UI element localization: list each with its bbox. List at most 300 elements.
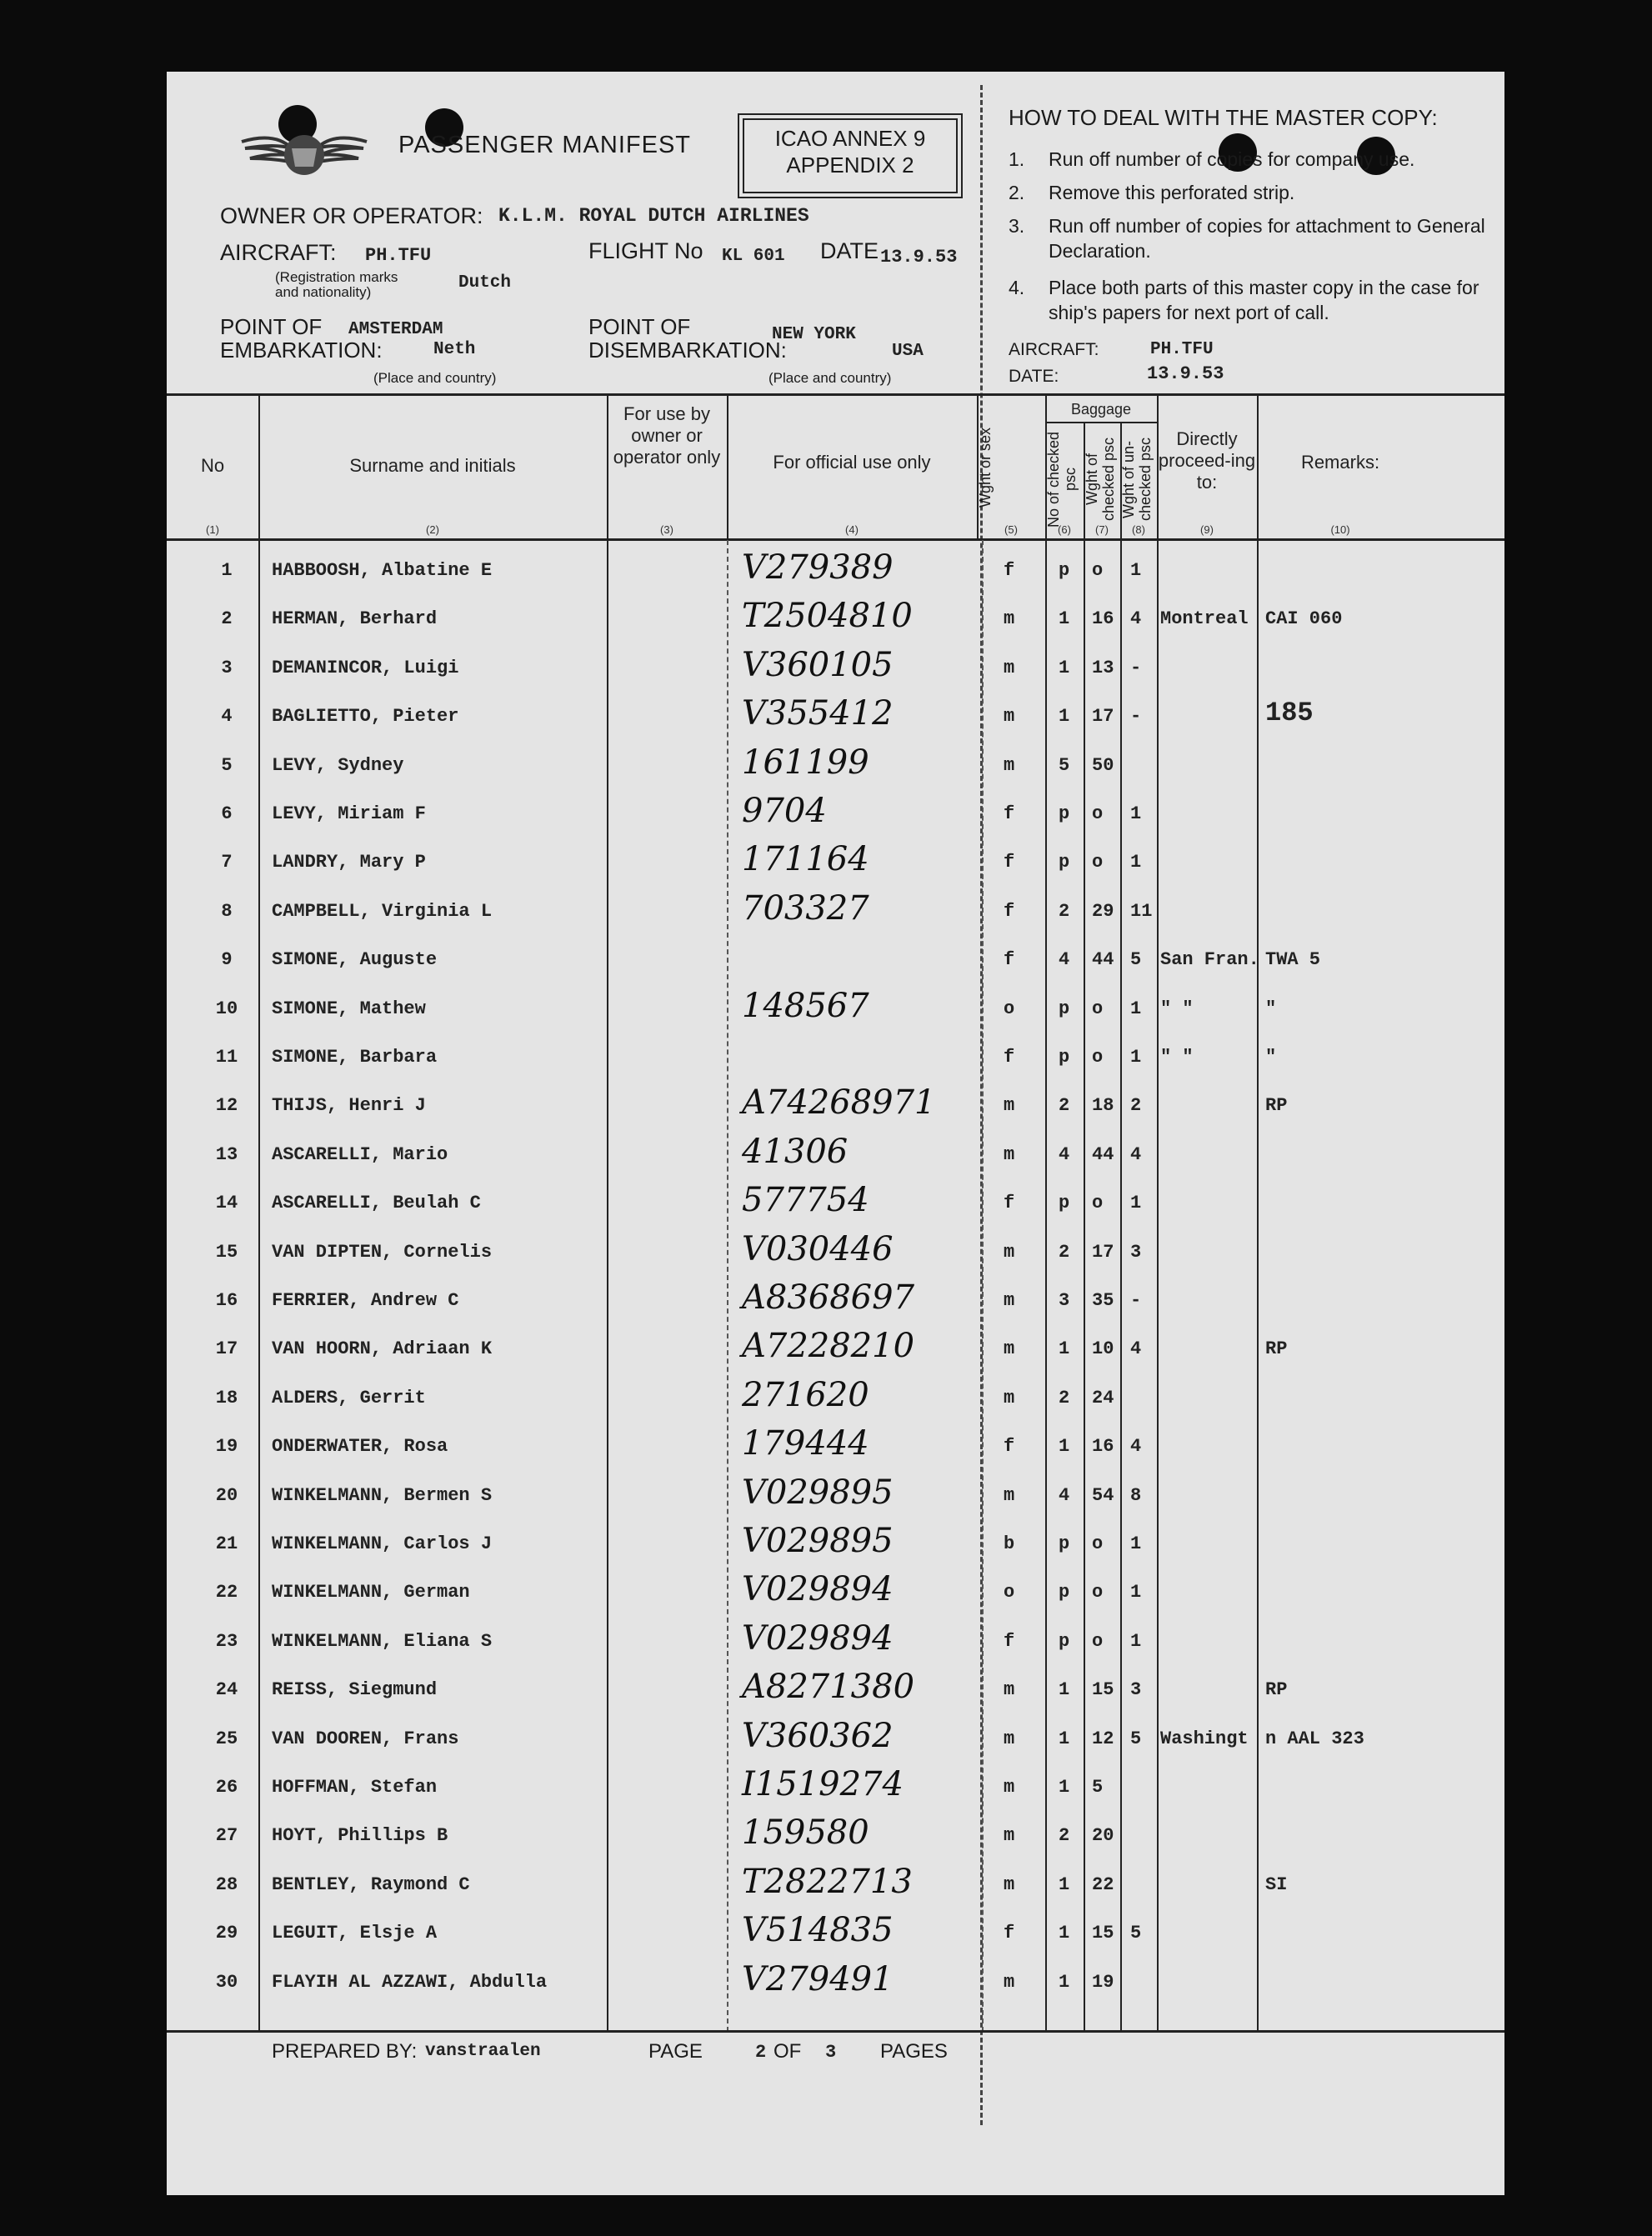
page-value: 2 [755, 2042, 767, 2063]
col-number: (4) [845, 523, 859, 536]
wght-or-sex: b [1004, 1533, 1015, 1554]
col-surname: Surname and initials [349, 455, 516, 476]
wght-or-sex: o [1004, 1582, 1015, 1603]
unchecked-weight: 4 [1130, 1143, 1142, 1165]
row-number: 12 [215, 1095, 238, 1117]
wght-or-sex: m [1004, 1825, 1015, 1847]
wght-or-sex: o [1004, 998, 1015, 1019]
passenger-name: HOYT, Phillips B [272, 1825, 448, 1847]
row-number: 2 [221, 608, 233, 630]
unchecked-weight: 11 [1130, 900, 1153, 922]
table-row [167, 1715, 1504, 1763]
table-row [167, 1325, 1504, 1373]
col-remarks: Remarks: [1300, 452, 1380, 473]
passenger-name: ASCARELLI, Mario [272, 1143, 448, 1165]
col-number: (6) [1058, 523, 1071, 536]
row-number: 20 [215, 1484, 238, 1506]
remarks: RP [1265, 1679, 1288, 1701]
checked-pieces: 2 [1059, 900, 1070, 922]
passenger-name: FERRIER, Andrew C [272, 1290, 459, 1311]
col-number: (5) [1004, 523, 1018, 536]
checked-pieces: 2 [1059, 1095, 1070, 1117]
official-use-number: V279389 [742, 548, 894, 587]
passenger-name: LANDRY, Mary P [272, 852, 426, 873]
disembark-country: USA [892, 342, 924, 361]
wght-or-sex: f [1004, 560, 1015, 581]
wght-or-sex: f [1004, 803, 1015, 824]
destination: San Fran. [1160, 949, 1259, 971]
checked-pieces: p [1059, 1630, 1070, 1652]
destination: Montreal [1160, 608, 1249, 630]
baggage-rule [1045, 422, 1157, 423]
instruction-item: 1. Run off number of copies for company use. [1009, 148, 1415, 170]
checked-weight: o [1092, 1533, 1104, 1554]
passenger-name: SIMONE, Auguste [272, 949, 438, 971]
passenger-name: REISS, Siegmund [272, 1679, 438, 1701]
official-use-number: 148567 [742, 986, 869, 1025]
klm-wings-logo-icon [233, 115, 375, 190]
wght-or-sex: m [1004, 1387, 1015, 1408]
remarks: " [1265, 998, 1277, 1019]
instruction-item: 4. Place both parts of this master copy in the case for ship's papers for next port of call. [1009, 277, 1479, 323]
date-value: 13.9.53 [880, 247, 958, 268]
strip-date-label: DATE: [1009, 367, 1059, 386]
pages-label: PAGES [880, 2040, 948, 2063]
passenger-name: WINKELMANN, Bermen S [272, 1484, 493, 1506]
embark-note: (Place and country) [373, 370, 497, 386]
passenger-name: HERMAN, Berhard [272, 608, 438, 630]
wght-or-sex: m [1004, 1971, 1015, 1993]
checked-weight: 17 [1092, 1241, 1114, 1263]
official-use-number: 41306 [742, 1132, 849, 1171]
of-label: OF [773, 2040, 802, 2063]
aircraft-note: (Registration marks and nationality) [275, 269, 398, 300]
col-no-checked: No of checked psc [1045, 431, 1079, 528]
unchecked-weight: - [1130, 706, 1142, 728]
strip-date-value: 13.9.53 [1147, 363, 1224, 384]
table-row [167, 1861, 1504, 1909]
unchecked-weight: 5 [1130, 949, 1142, 971]
flight-label: FLIGHT No [588, 238, 703, 263]
row-number: 30 [215, 1971, 238, 1993]
unchecked-weight: 8 [1130, 1484, 1142, 1506]
table-row [167, 888, 1504, 936]
row-number: 11 [215, 1047, 238, 1068]
official-use-number: 159580 [742, 1813, 869, 1853]
wght-or-sex: m [1004, 608, 1015, 630]
official-use-number: A74268971 [742, 1083, 936, 1123]
checked-weight: 10 [1092, 1338, 1114, 1360]
date-label: DATE [820, 238, 879, 263]
checked-pieces: 1 [1059, 1873, 1070, 1895]
table-row [167, 693, 1504, 741]
instruction-item: 3. Run off number of copies for attachment to General Declaration. [1009, 215, 1485, 262]
unchecked-weight: 1 [1130, 1047, 1142, 1068]
owner-label: OWNER OR OPERATOR: [220, 203, 483, 228]
official-use-number: A8368697 [742, 1278, 915, 1317]
checked-weight: 44 [1092, 949, 1114, 971]
official-use-number: V029894 [742, 1618, 894, 1658]
official-use-number: A7228210 [742, 1327, 915, 1366]
table-row [167, 547, 1504, 595]
table-row [167, 1812, 1504, 1860]
table-row [167, 1472, 1504, 1520]
aircraft-nationality: Dutch [458, 273, 512, 293]
row-number: 3 [221, 657, 233, 678]
row-number: 7 [221, 852, 233, 873]
page-title: PASSENGER MANIFEST [398, 132, 692, 158]
official-use-number: V030446 [742, 1229, 894, 1268]
passenger-name: WINKELMANN, German [272, 1582, 470, 1603]
checked-pieces: p [1059, 1582, 1070, 1603]
remarks: " [1265, 1047, 1277, 1068]
checked-weight: o [1092, 1630, 1104, 1652]
aircraft-label: AIRCRAFT: [220, 240, 337, 265]
checked-weight: o [1092, 1582, 1104, 1603]
checked-pieces: 1 [1059, 1436, 1070, 1458]
checked-weight: 19 [1092, 1971, 1114, 1993]
wght-or-sex: f [1004, 1630, 1015, 1652]
disembark-label1: POINT OF [588, 314, 691, 339]
official-use-number: T2504810 [742, 597, 913, 636]
passenger-name: LEVY, Miriam F [272, 803, 426, 824]
passenger-name: BENTLEY, Raymond C [272, 1873, 470, 1895]
checked-weight: 13 [1092, 657, 1114, 678]
passenger-name: BAGLIETTO, Pieter [272, 706, 459, 728]
checked-weight: 15 [1092, 1679, 1114, 1701]
passenger-name: LEGUIT, Elsje A [272, 1923, 438, 1944]
passenger-name: ONDERWATER, Rosa [272, 1436, 448, 1458]
passenger-name: VAN HOORN, Adriaan K [272, 1338, 493, 1360]
table-row [167, 1131, 1504, 1179]
checked-pieces: 1 [1059, 706, 1070, 728]
passenger-name: ASCARELLI, Beulah C [272, 1193, 481, 1214]
row-number: 21 [215, 1533, 238, 1554]
unchecked-weight: 1 [1130, 803, 1142, 824]
embark-country: Neth [433, 340, 476, 359]
checked-weight: o [1092, 560, 1104, 581]
row-number: 9 [221, 949, 233, 971]
wght-or-sex: m [1004, 1728, 1015, 1749]
wght-or-sex: m [1004, 1338, 1015, 1360]
table-row [167, 1423, 1504, 1471]
official-use-number: 161199 [742, 743, 869, 782]
unchecked-weight: 3 [1130, 1679, 1142, 1701]
passenger-name: WINKELMANN, Carlos J [272, 1533, 493, 1554]
wght-or-sex: m [1004, 1484, 1015, 1506]
checked-weight: 24 [1092, 1387, 1114, 1408]
table-row [167, 1228, 1504, 1277]
table-row [167, 1958, 1504, 2007]
col-directly: Directly proceed-ing to: [1158, 428, 1256, 493]
table-row [167, 838, 1504, 887]
passenger-name: DEMANINCOR, Luigi [272, 657, 459, 678]
unchecked-weight: - [1130, 657, 1142, 678]
annex-line2: APPENDIX 2 [786, 153, 914, 178]
wght-or-sex: f [1004, 1436, 1015, 1458]
official-use-number: 703327 [742, 888, 869, 928]
official-use-number: V514835 [742, 1911, 894, 1950]
wght-or-sex: m [1004, 1873, 1015, 1895]
official-use-number: A8271380 [742, 1668, 915, 1707]
official-use-number: 9704 [742, 792, 827, 830]
owner-value: K.L.M. ROYAL DUTCH AIRLINES [498, 205, 809, 227]
row-number: 15 [215, 1241, 238, 1263]
official-use-number: 179444 [742, 1424, 869, 1463]
wght-or-sex: f [1004, 852, 1015, 873]
of-value: 3 [825, 2042, 837, 2063]
remarks: CAI 060 [1265, 608, 1343, 630]
checked-pieces: 1 [1059, 1679, 1070, 1701]
official-use-number: V029895 [742, 1473, 894, 1512]
checked-weight: o [1092, 998, 1104, 1019]
col-owner-use: For use by owner or operator only [613, 403, 721, 468]
wght-or-sex: m [1004, 1290, 1015, 1311]
col-baggage: Baggage [1070, 401, 1132, 418]
official-use-number: V029894 [742, 1570, 894, 1609]
col-wght-sex: Wght or sex [977, 427, 994, 508]
unchecked-weight: 1 [1130, 998, 1142, 1019]
col-number: (1) [206, 523, 219, 536]
checked-weight: 54 [1092, 1484, 1114, 1506]
passenger-name: SIMONE, Mathew [272, 998, 426, 1019]
checked-weight: 35 [1092, 1290, 1114, 1311]
table-row [167, 1763, 1504, 1812]
table-row [167, 644, 1504, 693]
unchecked-weight: 1 [1130, 1193, 1142, 1214]
checked-weight: 17 [1092, 706, 1114, 728]
wght-or-sex: m [1004, 754, 1015, 776]
passenger-name: ALDERS, Gerrit [272, 1387, 426, 1408]
row-number: 8 [221, 900, 233, 922]
wght-or-sex: m [1004, 1143, 1015, 1165]
unchecked-weight: 4 [1130, 1436, 1142, 1458]
table-row [167, 1666, 1504, 1714]
checked-pieces: 1 [1059, 608, 1070, 630]
table-row [167, 1618, 1504, 1666]
wght-or-sex: m [1004, 1241, 1015, 1263]
official-use-number: 271620 [742, 1375, 869, 1414]
checked-pieces: p [1059, 560, 1070, 581]
row-number: 19 [215, 1436, 238, 1458]
embark-place: AMSTERDAM [348, 320, 443, 339]
remarks: SI [1265, 1873, 1288, 1895]
row-number: 10 [215, 998, 238, 1019]
wght-or-sex: m [1004, 1777, 1015, 1798]
row-number: 29 [215, 1923, 238, 1944]
row-number: 28 [215, 1873, 238, 1895]
row-number: 13 [215, 1143, 238, 1165]
col-wght-checked: Wght of checked psc [1084, 437, 1117, 522]
wght-or-sex: f [1004, 1047, 1015, 1068]
unchecked-weight: 4 [1130, 608, 1142, 630]
unchecked-weight: 5 [1130, 1923, 1142, 1944]
unchecked-weight: 1 [1130, 1533, 1142, 1554]
checked-pieces: p [1059, 852, 1070, 873]
strip-aircraft-label: AIRCRAFT: [1009, 340, 1099, 359]
row-number: 23 [215, 1630, 238, 1652]
col-number: (7) [1095, 523, 1109, 536]
annex-line1: ICAO ANNEX 9 [774, 126, 926, 151]
row-number: 17 [215, 1338, 238, 1360]
row-number: 16 [215, 1290, 238, 1311]
checked-weight: o [1092, 852, 1104, 873]
table-header-rule [167, 538, 1504, 541]
table-row [167, 1033, 1504, 1082]
remarks: RP [1265, 1338, 1288, 1360]
passenger-name: THIJS, Henri J [272, 1095, 426, 1117]
unchecked-weight: 2 [1130, 1095, 1142, 1117]
passenger-name: VAN DIPTEN, Cornelis [272, 1241, 493, 1263]
row-number: 26 [215, 1777, 238, 1798]
checked-weight: 16 [1092, 608, 1114, 630]
official-use-number: 171164 [742, 840, 869, 879]
unchecked-weight: 4 [1130, 1338, 1142, 1360]
table-row [167, 1374, 1504, 1423]
col-number: (3) [660, 523, 673, 536]
unchecked-weight: 1 [1130, 1582, 1142, 1603]
row-number: 27 [215, 1825, 238, 1847]
remarks: n AAL 323 [1265, 1728, 1364, 1749]
official-use-number: V279491 [742, 1959, 894, 1998]
col-number: (8) [1132, 523, 1145, 536]
unchecked-weight: 1 [1130, 560, 1142, 581]
col-no: No [200, 455, 225, 476]
official-use-number: I1519274 [742, 1765, 904, 1803]
row-number: 22 [215, 1582, 238, 1603]
row-number: 24 [215, 1679, 238, 1701]
table-row [167, 1520, 1504, 1568]
checked-pieces: 2 [1059, 1387, 1070, 1408]
row-number: 1 [221, 560, 233, 581]
checked-weight: 20 [1092, 1825, 1114, 1847]
remarks: TWA 5 [1265, 949, 1321, 971]
table-row [167, 1277, 1504, 1325]
row-number: 18 [215, 1387, 238, 1408]
checked-weight: 5 [1092, 1777, 1104, 1798]
page-label: PAGE [648, 2040, 703, 2063]
official-use-number: T2822713 [742, 1862, 913, 1901]
table-row [167, 742, 1504, 790]
checked-weight: 29 [1092, 900, 1114, 922]
destination: Washingt [1160, 1728, 1249, 1749]
table-row [167, 1909, 1504, 1958]
unchecked-weight: 1 [1130, 1630, 1142, 1652]
col-number: (2) [426, 523, 439, 536]
checked-pieces: 1 [1059, 1777, 1070, 1798]
checked-pieces: 1 [1059, 1728, 1070, 1749]
passenger-name: HABBOOSH, Albatine E [272, 560, 493, 581]
checked-weight: 18 [1092, 1095, 1114, 1117]
checked-pieces: 3 [1059, 1290, 1070, 1311]
destination: " " [1160, 1047, 1194, 1068]
unchecked-weight: 5 [1130, 1728, 1142, 1749]
checked-weight: 22 [1092, 1873, 1114, 1895]
wght-or-sex: f [1004, 949, 1015, 971]
checked-weight: 15 [1092, 1923, 1114, 1944]
checked-pieces: 4 [1059, 1143, 1070, 1165]
passenger-name: FLAYIH AL AZZAWI, Abdulla [272, 1971, 548, 1993]
table-row [167, 595, 1504, 643]
row-number: 25 [215, 1728, 238, 1749]
table-row [167, 790, 1504, 838]
checked-pieces: p [1059, 998, 1070, 1019]
wght-or-sex: m [1004, 706, 1015, 728]
checked-pieces: 1 [1059, 1923, 1070, 1944]
aircraft-value: PH.TFU [365, 245, 432, 266]
flight-value: KL 601 [722, 247, 785, 266]
col-number: (10) [1330, 523, 1350, 536]
passenger-name: CAMPBELL, Virginia L [272, 900, 493, 922]
checked-pieces: 1 [1059, 1338, 1070, 1360]
checked-pieces: p [1059, 803, 1070, 824]
table-row [167, 1568, 1504, 1617]
remarks: RP [1265, 1095, 1288, 1117]
wght-or-sex: f [1004, 900, 1015, 922]
instruction-item: 2. Remove this perforated strip. [1009, 182, 1295, 203]
passenger-name: VAN DOOREN, Frans [272, 1728, 459, 1749]
checked-pieces: 2 [1059, 1825, 1070, 1847]
row-number: 14 [215, 1193, 238, 1214]
prepared-by-value: vanstraalen [425, 2042, 541, 2061]
master-copy-heading: HOW TO DEAL WITH THE MASTER COPY: [1009, 105, 1438, 130]
disembark-place: NEW YORK [772, 325, 856, 344]
row-number: 6 [221, 803, 233, 824]
unchecked-weight: - [1130, 1290, 1142, 1311]
wght-or-sex: m [1004, 1095, 1015, 1117]
passenger-name: HOFFMAN, Stefan [272, 1777, 438, 1798]
manifest-sheet [167, 72, 1504, 2195]
table-row [167, 936, 1504, 984]
official-use-number: V355412 [742, 694, 894, 733]
table-row [167, 1179, 1504, 1228]
table-top-rule [167, 393, 1504, 396]
checked-pieces: p [1059, 1047, 1070, 1068]
checked-pieces: p [1059, 1193, 1070, 1214]
checked-pieces: 4 [1059, 949, 1070, 971]
checked-pieces: 4 [1059, 1484, 1070, 1506]
col-number: (9) [1200, 523, 1214, 536]
wght-or-sex: f [1004, 1193, 1015, 1214]
strip-aircraft-value: PH.TFU [1150, 340, 1214, 359]
checked-weight: 50 [1092, 754, 1114, 776]
disembark-note: (Place and country) [768, 370, 892, 386]
table-row [167, 985, 1504, 1033]
official-use-number: 577754 [742, 1181, 869, 1220]
wght-or-sex: m [1004, 657, 1015, 678]
checked-pieces: 1 [1059, 657, 1070, 678]
checked-weight: 16 [1092, 1436, 1114, 1458]
prepared-by-label: PREPARED BY: [272, 2040, 418, 2063]
embark-label1: POINT OF [220, 314, 323, 339]
unchecked-weight: 3 [1130, 1241, 1142, 1263]
checked-weight: o [1092, 1047, 1104, 1068]
checked-weight: 44 [1092, 1143, 1114, 1165]
destination: " " [1160, 998, 1194, 1019]
passenger-name: SIMONE, Barbara [272, 1047, 438, 1068]
checked-pieces: 2 [1059, 1241, 1070, 1263]
official-use-number: V360105 [742, 645, 894, 684]
wght-or-sex: f [1004, 1923, 1015, 1944]
embark-label2: EMBARKATION: [220, 338, 383, 363]
disembark-label2: DISEMBARKATION: [588, 338, 787, 363]
col-official-use: For official use only [773, 452, 931, 473]
col-wght-unchecked: Wght of un-checked psc [1120, 437, 1154, 522]
table-bottom-rule [167, 2030, 1504, 2033]
checked-pieces: 5 [1059, 754, 1070, 776]
official-use-number: V360362 [742, 1716, 894, 1755]
row-number: 5 [221, 754, 233, 776]
